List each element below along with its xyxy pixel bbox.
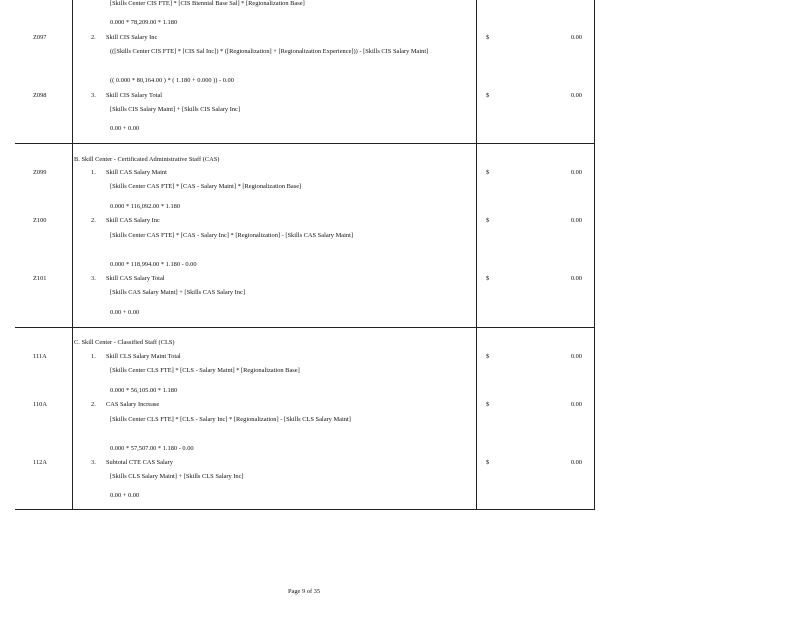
formula-text: [Skills Center CLS FTE] * [CLS - Salary Inc] * [Regionalization] - [Skills CLS Salary Maint]	[110, 416, 351, 423]
item-number: 1.	[91, 353, 96, 360]
item-title: Skill CAS Salary Maint	[106, 169, 167, 176]
item-number: 2.	[91, 217, 96, 224]
row-code: Z097	[33, 34, 47, 41]
item-title: Subtotal CTE CAS Salary	[106, 459, 173, 466]
item-number: 3.	[91, 275, 96, 282]
column-divider-right	[476, 0, 477, 510]
item-title: Skill CLS Salary Maint Total	[106, 353, 181, 360]
amount-value: 0.00	[570, 169, 582, 176]
item-number: 2.	[91, 34, 96, 41]
calc-text: 0.000 * 56,105.00 * 1.180	[110, 387, 178, 394]
amount-value: 0.00	[570, 217, 582, 224]
row-code: Z099	[33, 169, 47, 176]
row-code: 110A	[33, 401, 47, 408]
section-heading: C. Skill Center - Classified Staff (CLS)	[74, 339, 175, 346]
item-number: 3.	[91, 92, 96, 99]
item-title: Skill CAS Salary Total	[106, 275, 165, 282]
section-heading: B. Skill Center - Certificated Administrative Staff (CAS)	[74, 156, 220, 163]
item-number: 2.	[91, 401, 96, 408]
amount-value: 0.00	[570, 275, 582, 282]
calc-text: 0.000 * 118,994.00 * 1.180 - 0.00	[110, 261, 197, 268]
formula-text: (([Skills Center CIS FTE] * [CIS Sal Inc]) * ([Regionalization] + [Regionalization Experience])) - [Skills CIS Salary Maint]	[110, 48, 429, 55]
amount-value: 0.00	[570, 459, 582, 466]
amount-value: 0.00	[570, 34, 582, 41]
dollar-sign: $	[486, 169, 490, 176]
formula-text: [Skills CLS Salary Maint] + [Skills CLS Salary Inc]	[110, 473, 244, 480]
calc-text: 0.000 * 116,092.00 * 1.180	[110, 203, 181, 210]
dollar-sign: $	[486, 459, 490, 466]
item-title: Skill CIS Salary Total	[106, 92, 163, 99]
section-divider-a	[15, 143, 595, 144]
formula-text: [Skills Center CIS FTE] * [CIS Biennial Base Sal] * [Regionalization Base]	[110, 0, 305, 7]
item-title: Skill CAS Salary Inc	[106, 217, 160, 224]
dollar-sign: $	[486, 217, 490, 224]
formula-text: [Skills Center CAS FTE] * [CAS - Salary Maint] * [Regionalization Base]	[110, 183, 302, 190]
formula-text: [Skills CAS Salary Maint] + [Skills CAS Salary Inc]	[110, 289, 245, 296]
formula-text: [Skills Center CAS FTE] * [CAS - Salary Inc] * [Regionalization] - [Skills CAS Salary Maint]	[110, 232, 353, 239]
dollar-sign: $	[486, 353, 490, 360]
amount-value: 0.00	[570, 92, 582, 99]
calc-text: 0.00 + 0.00	[110, 492, 140, 499]
row-code: Z100	[33, 217, 47, 224]
calc-text: (( 0.000 * 80,164.00 ) * ( 1.180 + 0.000 )) - 0.00	[110, 77, 234, 84]
calc-text: 0.000 * 78,209.00 * 1.180	[110, 19, 178, 26]
formula-text: [Skills CIS Salary Maint] + [Skills CIS Salary Inc]	[110, 106, 240, 113]
dollar-sign: $	[486, 92, 490, 99]
item-title: CAS Salary Increase	[106, 401, 160, 408]
table-border-right	[594, 0, 595, 510]
calc-text: 0.000 * 57,507.00 * 1.180 - 0.00	[110, 445, 194, 452]
dollar-sign: $	[486, 34, 490, 41]
section-divider-b	[15, 327, 595, 328]
dollar-sign: $	[486, 275, 490, 282]
row-code: Z098	[33, 92, 47, 99]
row-code: 111A	[33, 353, 47, 360]
item-title: Skill CIS Salary Inc	[106, 34, 158, 41]
table-bottom-border	[15, 509, 595, 510]
page-number: Page 9 of 35	[287, 588, 321, 595]
item-number: 1.	[91, 169, 96, 176]
calc-text: 0.00 + 0.00	[110, 125, 140, 132]
amount-value: 0.00	[570, 401, 582, 408]
amount-value: 0.00	[570, 353, 582, 360]
column-divider-left	[72, 0, 73, 510]
calc-text: 0.00 + 0.00	[110, 309, 140, 316]
row-code: 112A	[33, 459, 47, 466]
item-number: 3.	[91, 459, 96, 466]
dollar-sign: $	[486, 401, 490, 408]
row-code: Z101	[33, 275, 47, 282]
formula-text: [Skills Center CLS FTE] * [CLS - Salary Maint] * [Regionalization Base]	[110, 367, 300, 374]
